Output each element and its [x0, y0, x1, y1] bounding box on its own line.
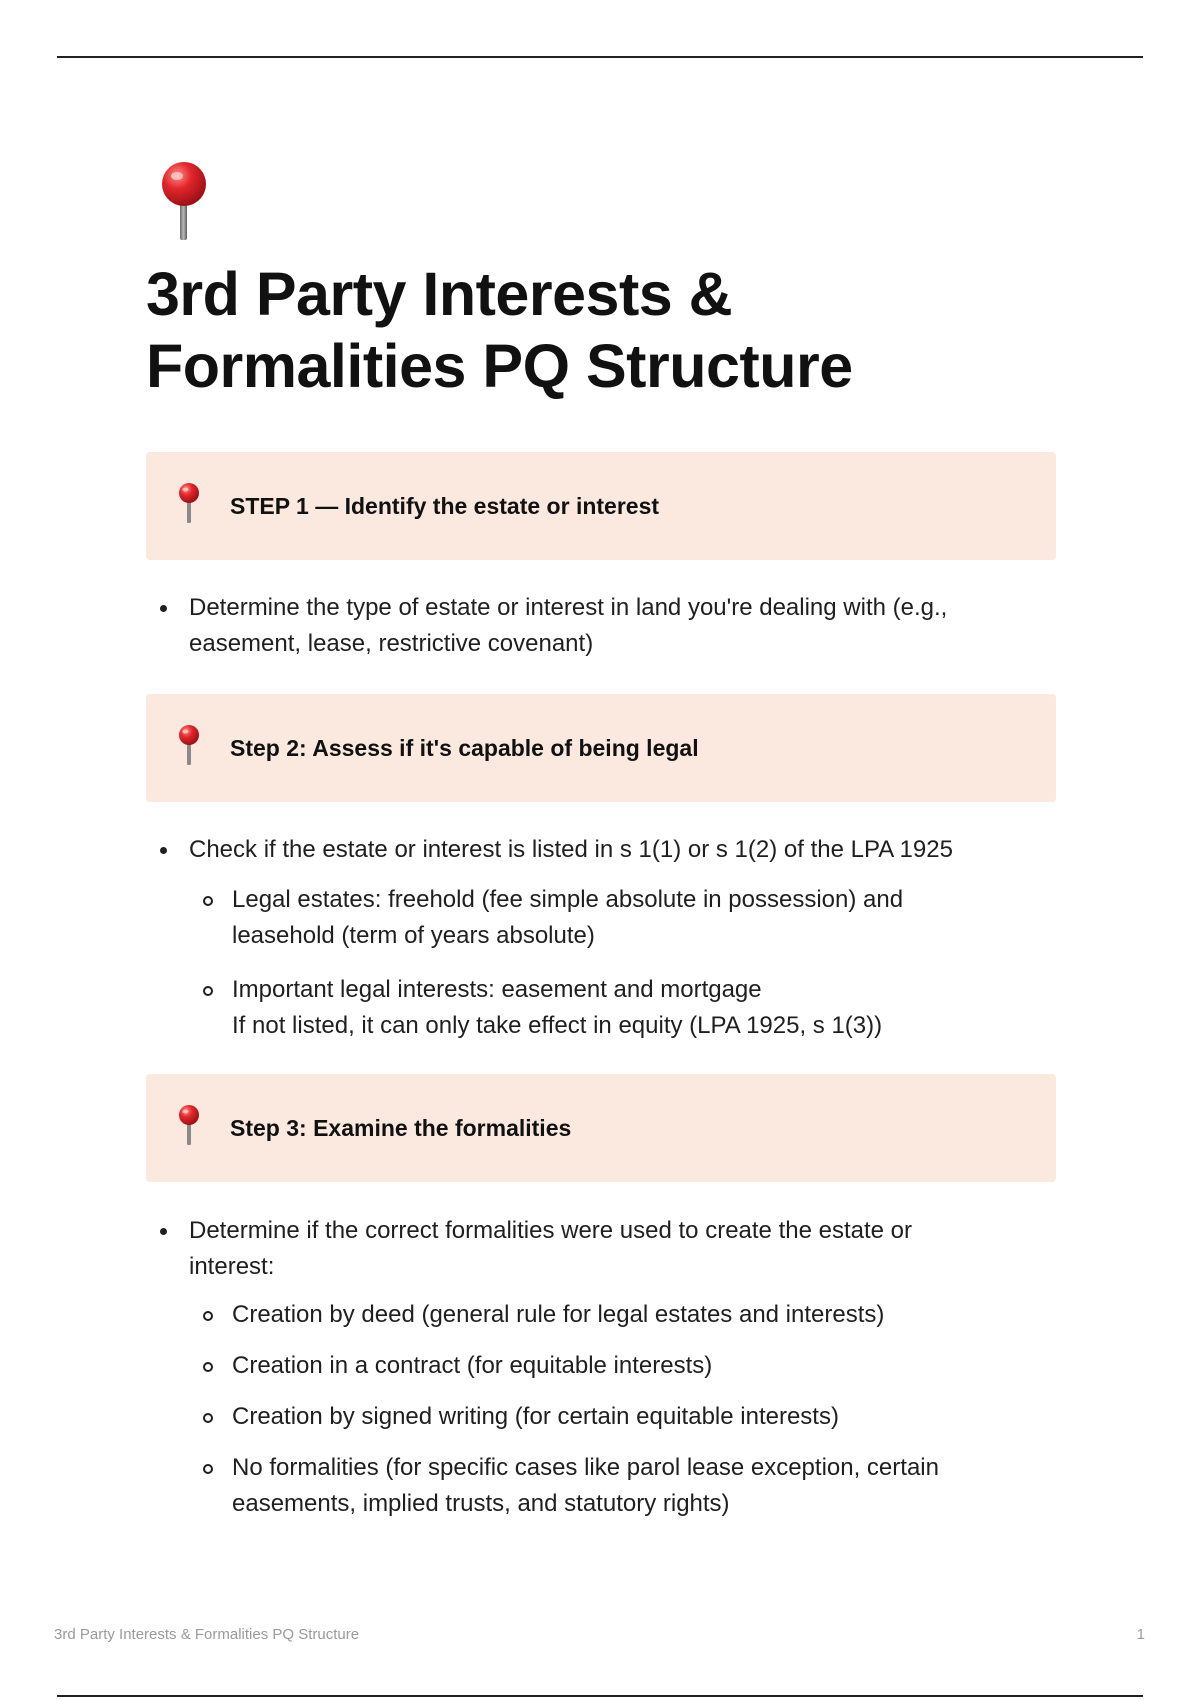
list-item-text: Legal estates: freehold (fee simple absolute in possession) and	[232, 886, 904, 913]
callout-heading: Step 3: Examine the formalities	[230, 1115, 572, 1141]
step-2-list	[146, 832, 1056, 1044]
list-item-text: No formalities (for specific cases like parol lease exception, certain	[232, 1454, 939, 1481]
bottom-rule	[57, 1695, 1143, 1697]
callout-step-3	[146, 1074, 1056, 1182]
pushpin-icon	[174, 724, 204, 766]
list-item-nested	[146, 882, 1056, 954]
list-item	[146, 1213, 1056, 1285]
list-item-text: leasehold (term of years absolute)	[232, 922, 595, 949]
list-item-text: easements, implied trusts, and statutory rights)	[232, 1490, 730, 1517]
list-item-text: Creation in a contract (for equitable interests)	[232, 1352, 713, 1379]
pushpin-icon	[174, 482, 204, 524]
footer-doc-title: 3rd Party Interests & Formalities PQ Structure	[54, 1626, 360, 1643]
list-item-text: Check if the estate or interest is listed in s 1(1) or s 1(2) of the LPA 1925	[189, 836, 953, 863]
title-line-2: Formalities PQ Structure	[146, 332, 853, 400]
pushpin-icon	[174, 1104, 204, 1146]
page-title	[146, 258, 1096, 402]
list-item-text: Determine if the correct formalities were used to create the estate or	[189, 1217, 912, 1244]
list-item-text: Creation by deed (general rule for legal estates and interests)	[232, 1301, 885, 1328]
list-item-text: Creation by signed writing (for certain equitable interests)	[232, 1403, 839, 1430]
list-item	[146, 832, 1056, 868]
step-1-list	[146, 590, 1056, 662]
list-item-text: Determine the type of estate or interest in land you're dealing with (e.g.,	[189, 594, 948, 621]
pushpin-icon	[150, 160, 220, 242]
list-item-nested	[146, 1297, 1056, 1333]
list-item-text: easement, lease, restrictive covenant)	[189, 630, 594, 657]
list-item	[146, 590, 1056, 662]
list-item-nested	[146, 1399, 1056, 1435]
callout-step-2	[146, 694, 1056, 802]
title-line-1: 3rd Party Interests &	[146, 260, 733, 328]
list-item-text: Important legal interests: easement and mortgage	[232, 976, 762, 1003]
callout-heading: STEP 1 — Identify the estate or interest	[230, 493, 660, 519]
list-item-nested	[146, 1450, 1056, 1522]
list-item-text: interest:	[189, 1253, 275, 1280]
top-rule	[57, 56, 1143, 58]
list-item-nested	[146, 1348, 1056, 1384]
step-3-list	[146, 1213, 1056, 1522]
callout-step-1	[146, 452, 1056, 560]
footer-page-number: 1	[1136, 1626, 1145, 1643]
callout-heading: Step 2: Assess if it's capable of being legal	[230, 735, 699, 761]
list-item-nested	[146, 972, 1056, 1044]
list-item-text: If not listed, it can only take effect in equity (LPA 1925, s 1(3))	[232, 1012, 883, 1039]
